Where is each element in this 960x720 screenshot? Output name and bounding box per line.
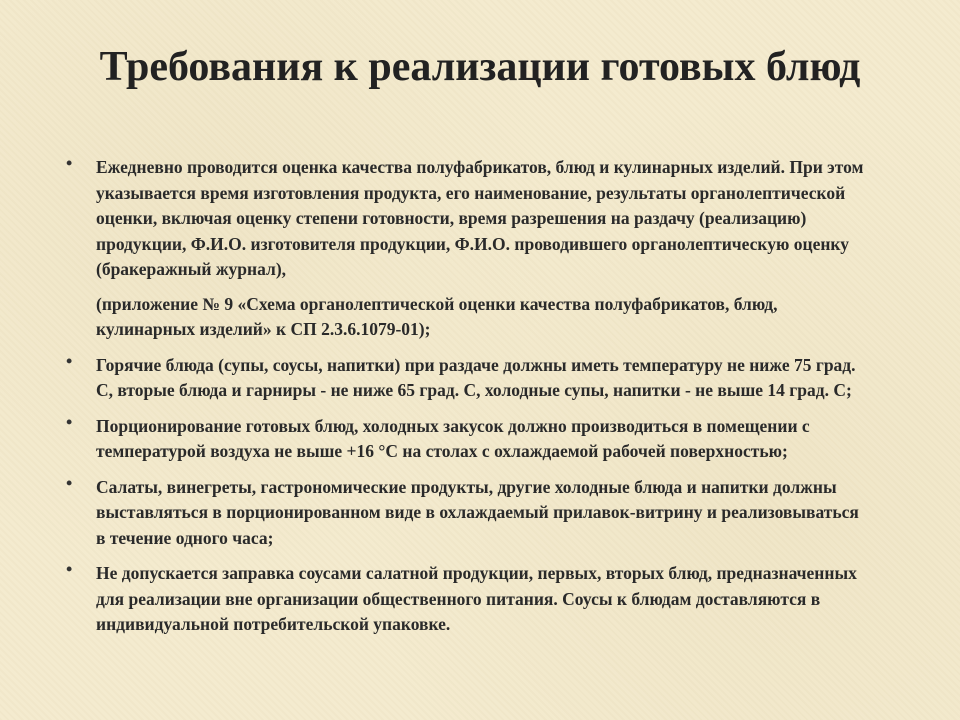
bullet-icon: • [66,153,73,173]
appendix-note [60,292,910,343]
bullet-text: Салаты, винегреты, гастрономические продукты, другие холодные блюда и напитки должны выставляться в порционированном виде в охлаждаемый прилавок-витрину и реализовываться в течение одного часа; [96,476,859,548]
bullet-text: Порционирование готовых блюд, холодных закусок должно производиться в помещении с температурой воздуха не выше +16 °С на столах с охлаждаемой рабочей поверхностью; [96,415,810,461]
appendix-note-text: (приложение № 9 «Схема органолептической оценки качества полуфабрикатов, блюд, кулинарных изделий» к СП 2.3.6.1079-01); [96,293,778,339]
bullet-icon: • [66,559,73,579]
slide-content [60,155,910,638]
bullet-item-portioning [60,411,910,465]
bullet-text: Горячие блюда (супы, соусы, напитки) при раздаче должны иметь температуру не ниже 75 град. С, вторые блюда и гарниры - не ниже 65 град. С, холодные супы, напитки - не выше 14 град. С; [96,354,856,400]
bullet-text: Ежедневно проводится оценка качества полуфабрикатов, блюд и кулинарных изделий. При этом указывается время изготовления продукта, его наименование, результаты органолептической оценки, включая оценку степени готовности, время разрешения на раздачу (реализацию) продукции, Ф.И.О. изготовителя продукции, Ф.И.О. проводившего органолептическую оценку (бракеражный журнал), [96,157,864,279]
bullet-item-hot-dishes [60,350,910,404]
bullet-icon: • [66,472,73,493]
bullet-text: Не допускается заправка соусами салатной продукции, первых, вторых блюд, предназначенных для реализации вне организации общественного питания. Соусы к блюдам доставляются в индивидуальной потребительской упаковке. [96,563,857,634]
bullet-item-sauces [60,561,910,638]
bullet-icon: • [66,350,73,371]
bullet-item-salads [60,472,910,552]
bullet-item-quality-check [60,155,910,283]
bullet-icon: • [66,411,73,432]
slide-title: Требования к реализации готовых блюд [99,44,861,90]
